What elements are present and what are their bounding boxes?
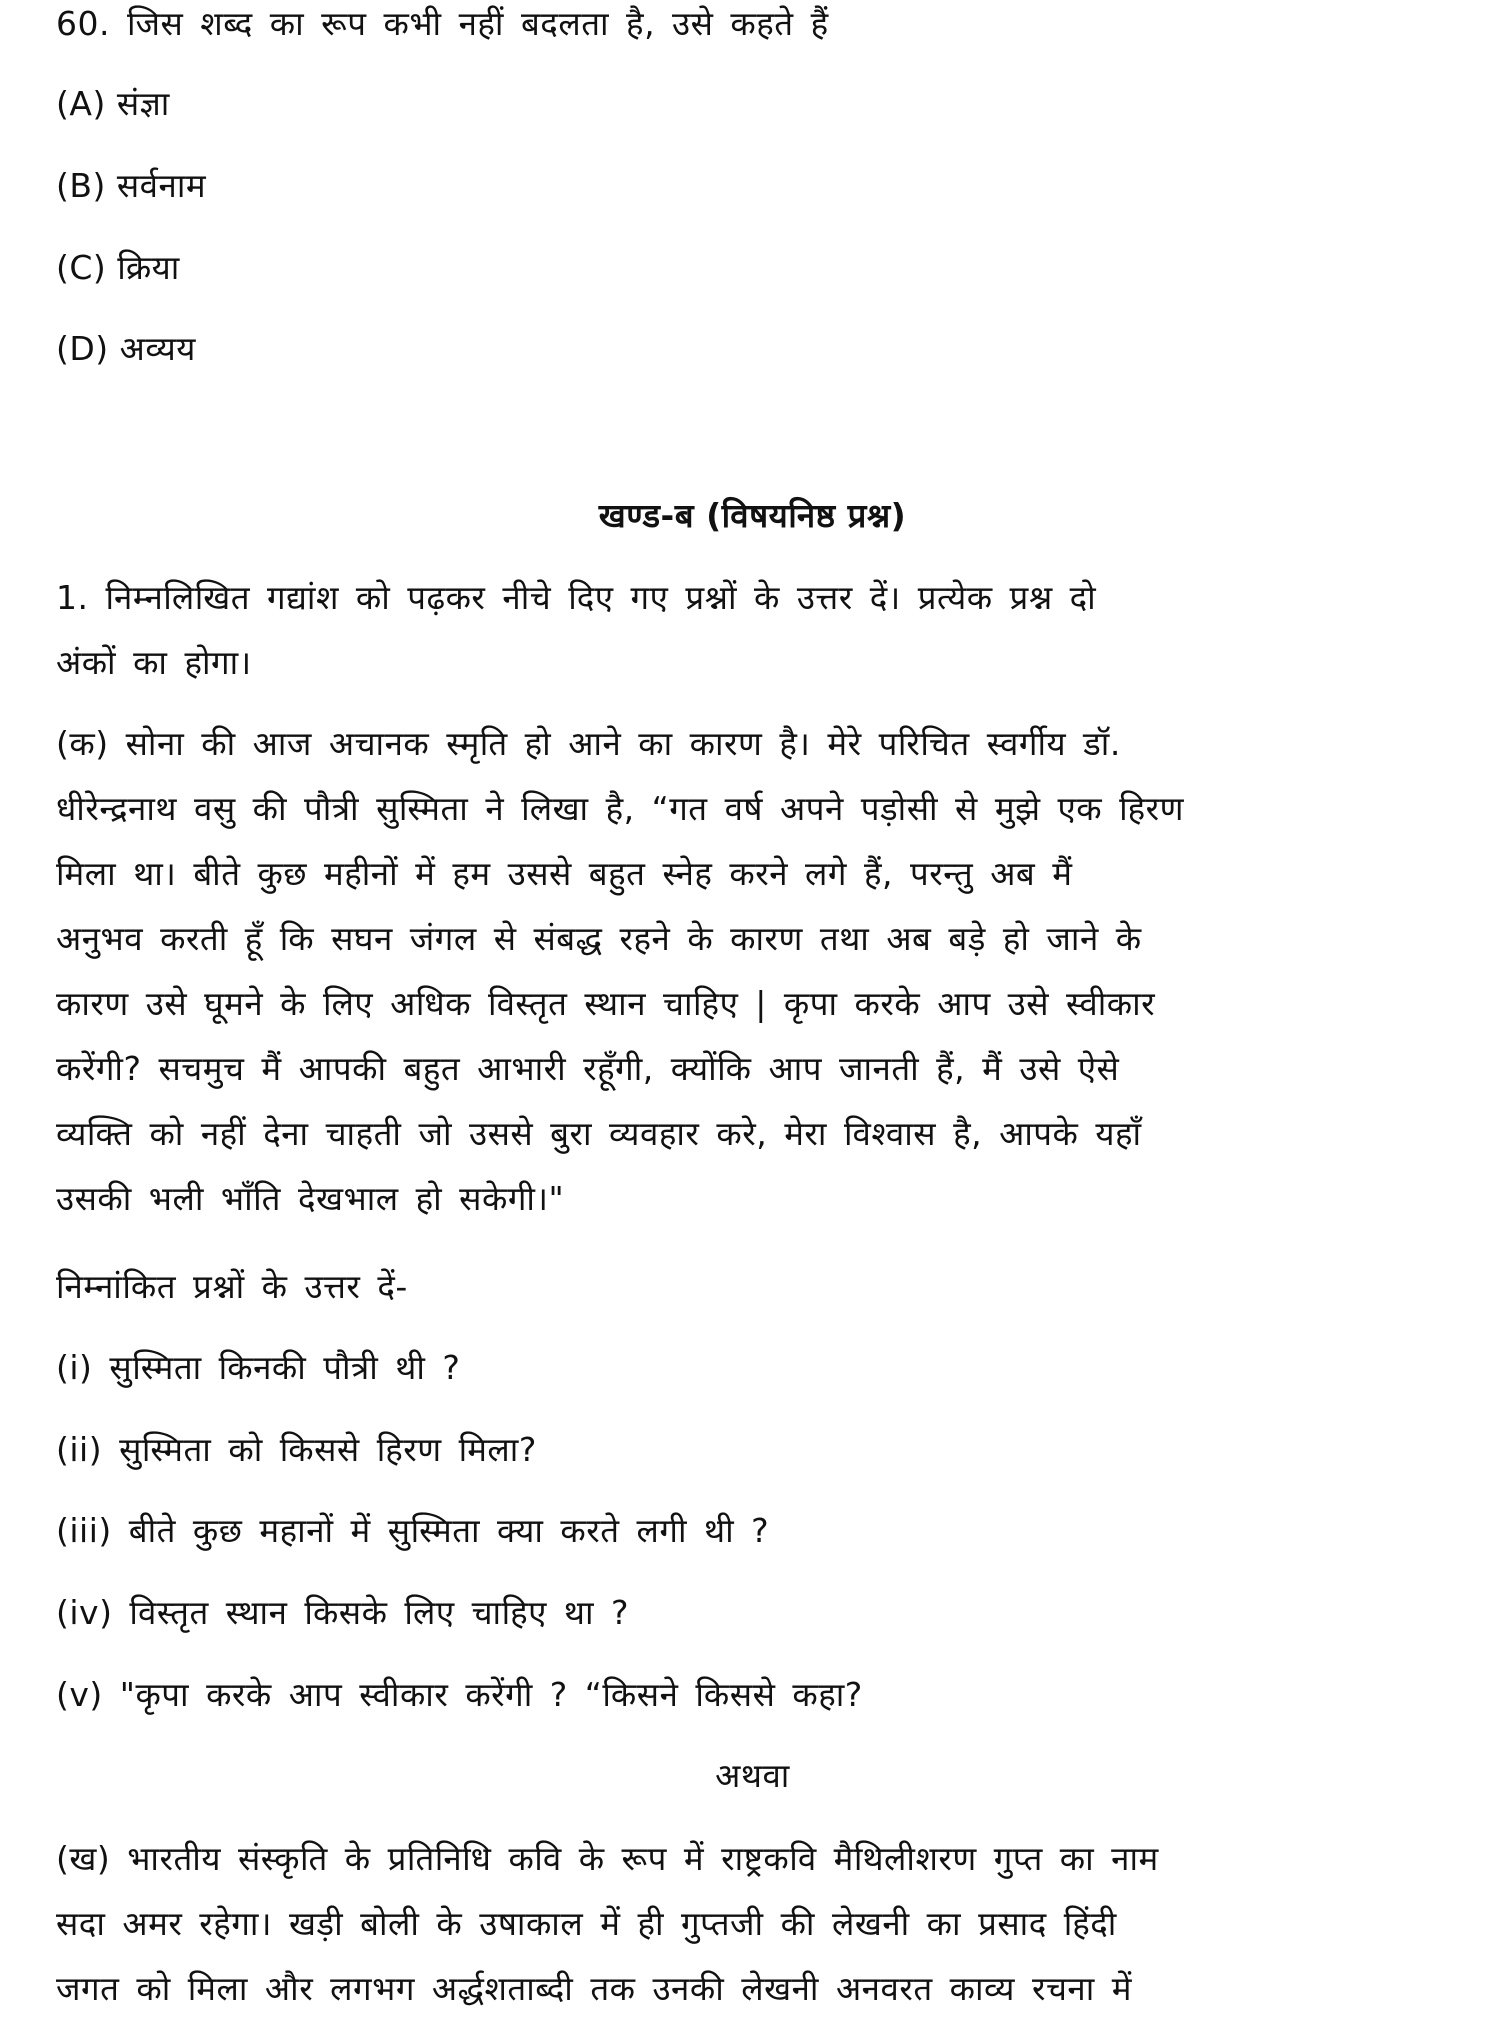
- question-60-option-a: (A) संज्ञा: [56, 84, 170, 123]
- passage-ka-line-4: अनुभव करती हूँ कि सघन जंगल से संबद्ध रहने के कारण तथा अब बड़े हो जाने के: [56, 919, 1142, 958]
- passage-kha-line-3: जगत को मिला और लगभग अर्द्धशताब्दी तक उनकी लेखनी अनवरत काव्य रचना में: [56, 1969, 1132, 2008]
- passage-ka-line-1: (क) सोना की आज अचानक स्मृति हो आने का कारण है। मेरे परिचित स्वर्गीय डॉ.: [56, 724, 1121, 763]
- question-60-option-b: (B) सर्वनाम: [56, 166, 207, 205]
- question-60-stem: 60. जिस शब्द का रूप कभी नहीं बदलता है, उसे कहते हैं: [56, 4, 829, 43]
- passage-ka-line-3: मिला था। बीते कुछ महीनों में हम उससे बहुत स्नेह करने लगे हैं, परन्तु अब मैं: [56, 854, 1073, 893]
- sub-question-iii: (iii) बीते कुछ महानों में सुस्मिता क्या करते लगी थी ?: [56, 1511, 770, 1550]
- passage-kha-line-1: (ख) भारतीय संस्कृति के प्रतिनिधि कवि के रूप में राष्ट्रकवि मैथिलीशरण गुप्त का नाम: [56, 1839, 1159, 1878]
- sub-question-iv: (iv) विस्तृत स्थान किसके लिए चाहिए था ?: [56, 1593, 630, 1632]
- sub-question-i: (i) सुस्मिता किनकी पौत्री थी ?: [56, 1348, 461, 1387]
- passage-ka-line-6: करेंगी? सचमुच मैं आपकी बहुत आभारी रहूँगी, क्योंकि आप जानती हैं, मैं उसे ऐसे: [56, 1049, 1120, 1088]
- question-1-instruction-line-1: 1. निम्नलिखित गद्यांश को पढ़कर नीचे दिए गए प्रश्नों के उत्तर दें। प्रत्येक प्रश्न दो: [56, 578, 1097, 617]
- question-60-option-c: (C) क्रिया: [56, 248, 180, 287]
- question-1-instruction-line-2: अंकों का होगा।: [56, 643, 252, 682]
- sub-question-ii: (ii) सुस्मिता को किससे हिरण मिला?: [56, 1430, 537, 1469]
- sub-questions-prompt: निम्नांकित प्रश्नों के उत्तर दें-: [56, 1267, 408, 1306]
- passage-kha-line-2: सदा अमर रहेगा। खड़ी बोली के उषाकाल में ही गुप्तजी की लेखनी का प्रसाद हिंदी: [56, 1904, 1117, 1943]
- passage-ka-line-7: व्यक्ति को नहीं देना चाहती जो उससे बुरा व्यवहार करे, मेरा विश्वास है, आपके यहाँ: [56, 1114, 1142, 1153]
- passage-ka-line-2: धीरेन्द्रनाथ वसु की पौत्री सुस्मिता ने लिखा है, “गत वर्ष अपने पड़ोसी से मुझे एक हिरण: [56, 789, 1185, 828]
- question-60-option-d: (D) अव्यय: [56, 329, 196, 368]
- sub-question-v: (v) "कृपा करके आप स्वीकार करेंगी ? “किसने किससे कहा?: [56, 1675, 863, 1714]
- passage-ka-line-8: उसकी भली भाँति देखभाल हो सकेगी।": [56, 1179, 565, 1218]
- or-label: अथवा: [715, 1756, 790, 1795]
- passage-ka-line-5: कारण उसे घूमने के लिए अधिक विस्तृत स्थान चाहिए | कृपा करके आप उसे स्वीकार: [56, 984, 1156, 1023]
- section-b-heading: खण्ड-ब (विषयनिष्ठ प्रश्न): [598, 496, 907, 535]
